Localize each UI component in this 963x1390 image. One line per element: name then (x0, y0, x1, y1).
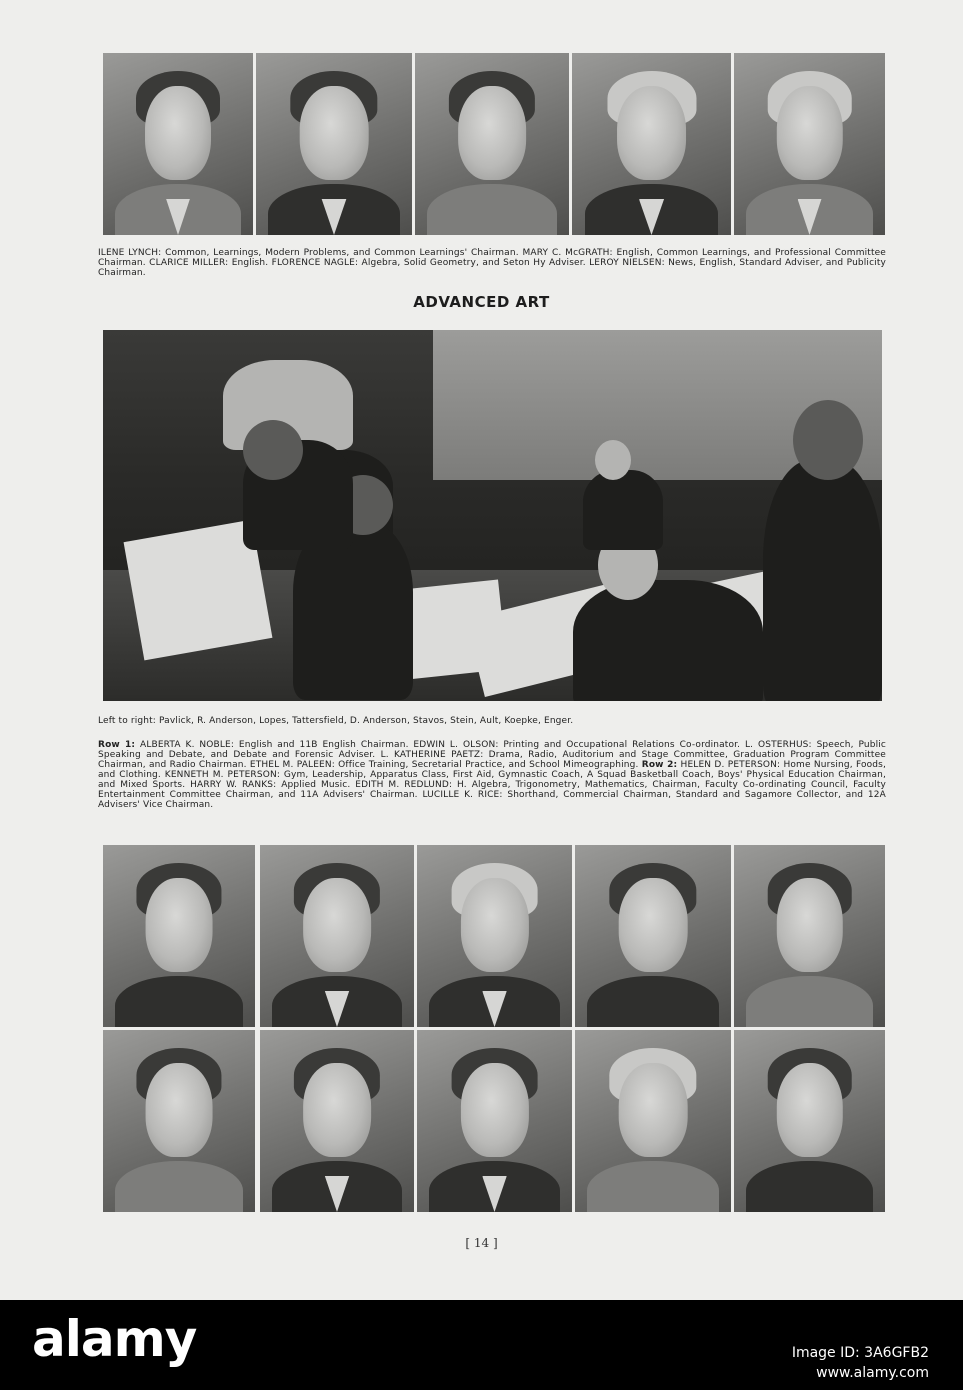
alamy-logo: alamy (32, 1310, 197, 1368)
advanced-art-photo (103, 330, 882, 701)
section-title: ADVANCED ART (413, 293, 550, 311)
row1-label: Row 1: (98, 740, 136, 750)
portrait-ethel-paleen (734, 845, 885, 1027)
portrait-katherine-paetz (575, 845, 731, 1027)
row2-label: Row 2: (641, 760, 678, 770)
page-number: [ 14 ] (465, 1236, 498, 1250)
image-id-line: Image ID: 3A6GFB2 (791, 1345, 929, 1361)
portrait-lucille-rice (734, 1030, 885, 1212)
row1-text: ALBERTA K. NOBLE: English and 11B English Chairman. EDWIN L. OLSON: Printing and Occupational Relations Co-ordinator. L. OSTERHUS: Speech, Public Speaking and Debate, and Debate and Forensic Adviser. L. KATHERINE PAETZ: Drama, Radio, Auditorium and Stage Committee, Graduation Program Committee Chairman, and Radio Chairman. ETHEL M. PALEEN: Office Training, Secretarial Practice, and School Mimeographing. (98, 740, 887, 770)
portrait-mary-mcgrath (256, 53, 412, 235)
top-caption: ILENE LYNCH: Common, Learnings, Modern Problems, and Common Learnings' Chairman. MARY C. McGRATH: English, Common Learnings, and Professional Committee Chairman. CLARICE MILLER: English. FLORENCE NAGLE: Algebra, Solid Geometry, and Seton Hy Adviser. LEROY NIELSEN: News, English, Standard Adviser, and Publicity Chairman. (98, 248, 886, 278)
alamy-url: www.alamy.com (816, 1365, 929, 1381)
portrait-harry-ranks (417, 1030, 572, 1212)
row2-text: HELEN D. PETERSON: Home Nursing, Foods, and Clothing. KENNETH M. PETERSON: Gym, Leadership, Apparatus Class, First Aid, Gymnastic Coach, A Squad Basketball Coach, Boys' Physical Education Chairman, and Mixed Sports. HARRY W. RANKS: Applied Music. EDITH M. REDLUND: H. Algebra, Trigonometry, Mathematics, Chairman, Faculty Co-ordinating Council, Faculty Entertainment Committee Chairman, and 11A Advisers' Chairman. LUCILLE K. RICE: Shorthand, Commercial Chairman, Standard and Sagamore Collector, and 12A Advisers' Vice Chairman. (98, 760, 886, 810)
portrait-clarice-miller (415, 53, 569, 235)
portrait-leroy-nielsen (734, 53, 885, 235)
portrait-alberta-noble (103, 845, 255, 1027)
art-caption: Left to right: Pavlick, R. Anderson, Lopes, Tattersfield, D. Anderson, Stavos, Stein, Ault, Koepke, Enger. (98, 716, 574, 726)
portrait-kenneth-peterson (260, 1030, 414, 1212)
faculty-caption (98, 740, 886, 810)
portrait-edwin-olson (260, 845, 414, 1027)
portrait-florence-nagle (572, 53, 731, 235)
portrait-l-osterhus (417, 845, 572, 1027)
portrait-edith-redlund (575, 1030, 731, 1212)
image-id (792, 1343, 929, 1383)
portrait-ilene-lynch (103, 53, 253, 235)
portrait-helen-peterson (103, 1030, 255, 1212)
